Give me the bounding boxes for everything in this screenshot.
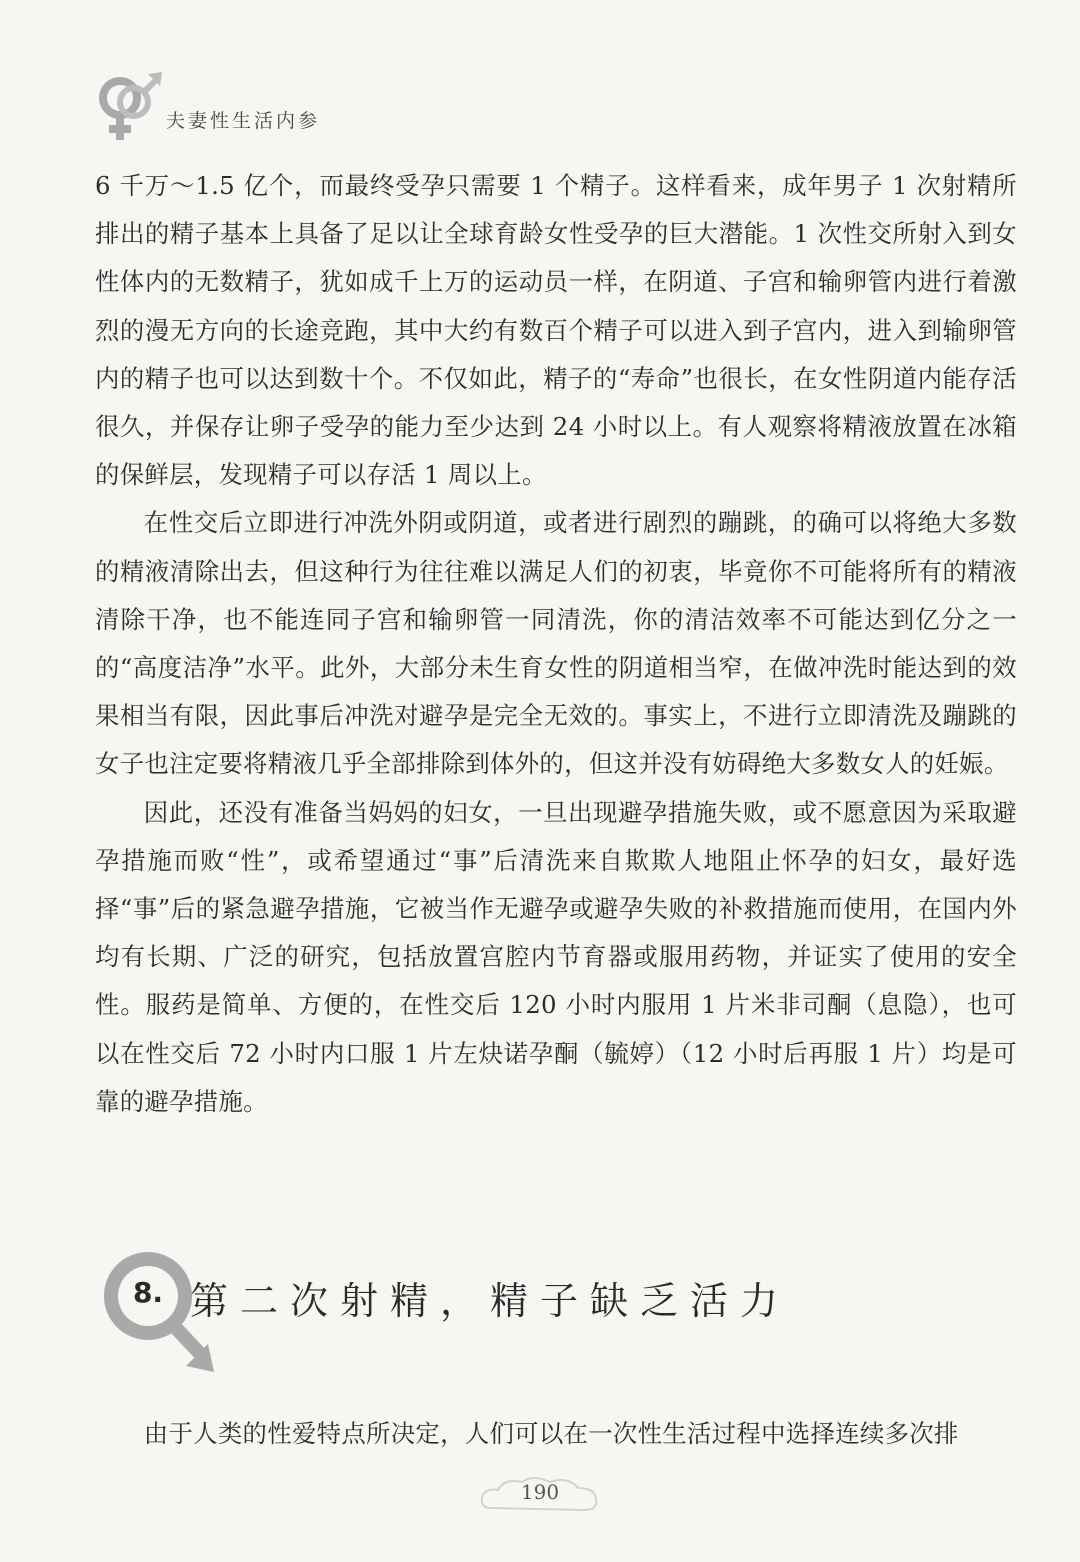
section-first-line: 由于人类的性爱特点所决定，人们可以在一次性生活过程中选择连续多次排 <box>143 1419 959 1448</box>
paragraph: 因此，还没有准备当妈妈的妇女，一旦出现避孕措施失败，或不愿意因为采取避孕措施而败“性”，或希望通过“事”后清洗来自欺欺人地阻止怀孕的妇女，最好选择“事”后的紧急避孕措施，它被当作无避孕或避孕失败的补救措施而使用，在国内外均有长期、广泛的研究，包括放置宫腔内节育器或服用药物，并证实了使用的安全性。服药是简单、方便的，在性交后 120 小时内服用 1 片米非司酮（息隐），也可以在性交后 72 小时内口服 1 片左炔诺孕酮（毓婷）（12 小时后再服 1 片）均是可靠的避孕措施。 <box>95 797 1017 1116</box>
header-title: 夫妻性生活内参 <box>166 110 321 132</box>
section-title: 第二次射精，精子缺乏活力 <box>190 1279 791 1323</box>
page-number-badge <box>470 1470 610 1520</box>
gender-symbols-icon <box>96 68 166 148</box>
paragraph: 6 千万～1.5 亿个，而最终受孕只需要 1 个精子。这样看来，成年男子 1 次射精所排出的精子基本上具备了足以让全球育龄女性受孕的巨大潜能。1 次性交所射入到女性体内的无数精子，犹如成千上万的运动员一样，在阴道、子宫和输卵管内进行着激烈的漫无方向的长途竞跑，其中大约有数百个精子可以进入到子宫内，进入到输卵管内的精子也可以达到数十个。不仅如此，精子的“寿命”也很长，在女性阴道内能存活很久，并保存让卵子受孕的能力至少达到 24 小时以上。有人观察将精液放置在冰箱的保鲜层，发现精子可以存活 1 周以上。 <box>95 171 1017 490</box>
body-text <box>95 162 1017 1126</box>
page-number: 190 <box>520 1480 560 1504</box>
running-header <box>96 68 496 148</box>
section-number: 8. <box>132 1276 164 1309</box>
section-heading <box>90 1240 1050 1380</box>
paragraph: 在性交后立即进行冲洗外阴或阴道，或者进行剧烈的蹦跳，的确可以将绝大多数的精液清除出去，但这种行为往往难以满足人们的初衷，毕竟你不可能将所有的精液清除干净，也不能连同子宫和输卵管一同清洗，你的清洁效率不可能达到亿分之一的“高度洁净”水平。此外，大部分未生育女性的阴道相当窄，在做冲洗时能达到的效果相当有限，因此事后冲洗对避孕是完全无效的。事实上，不进行立即清洗及蹦跳的女子也注定要将精液几乎全部排除到体外的，但这并没有妨碍绝大多数女人的妊娠。 <box>95 508 1017 779</box>
